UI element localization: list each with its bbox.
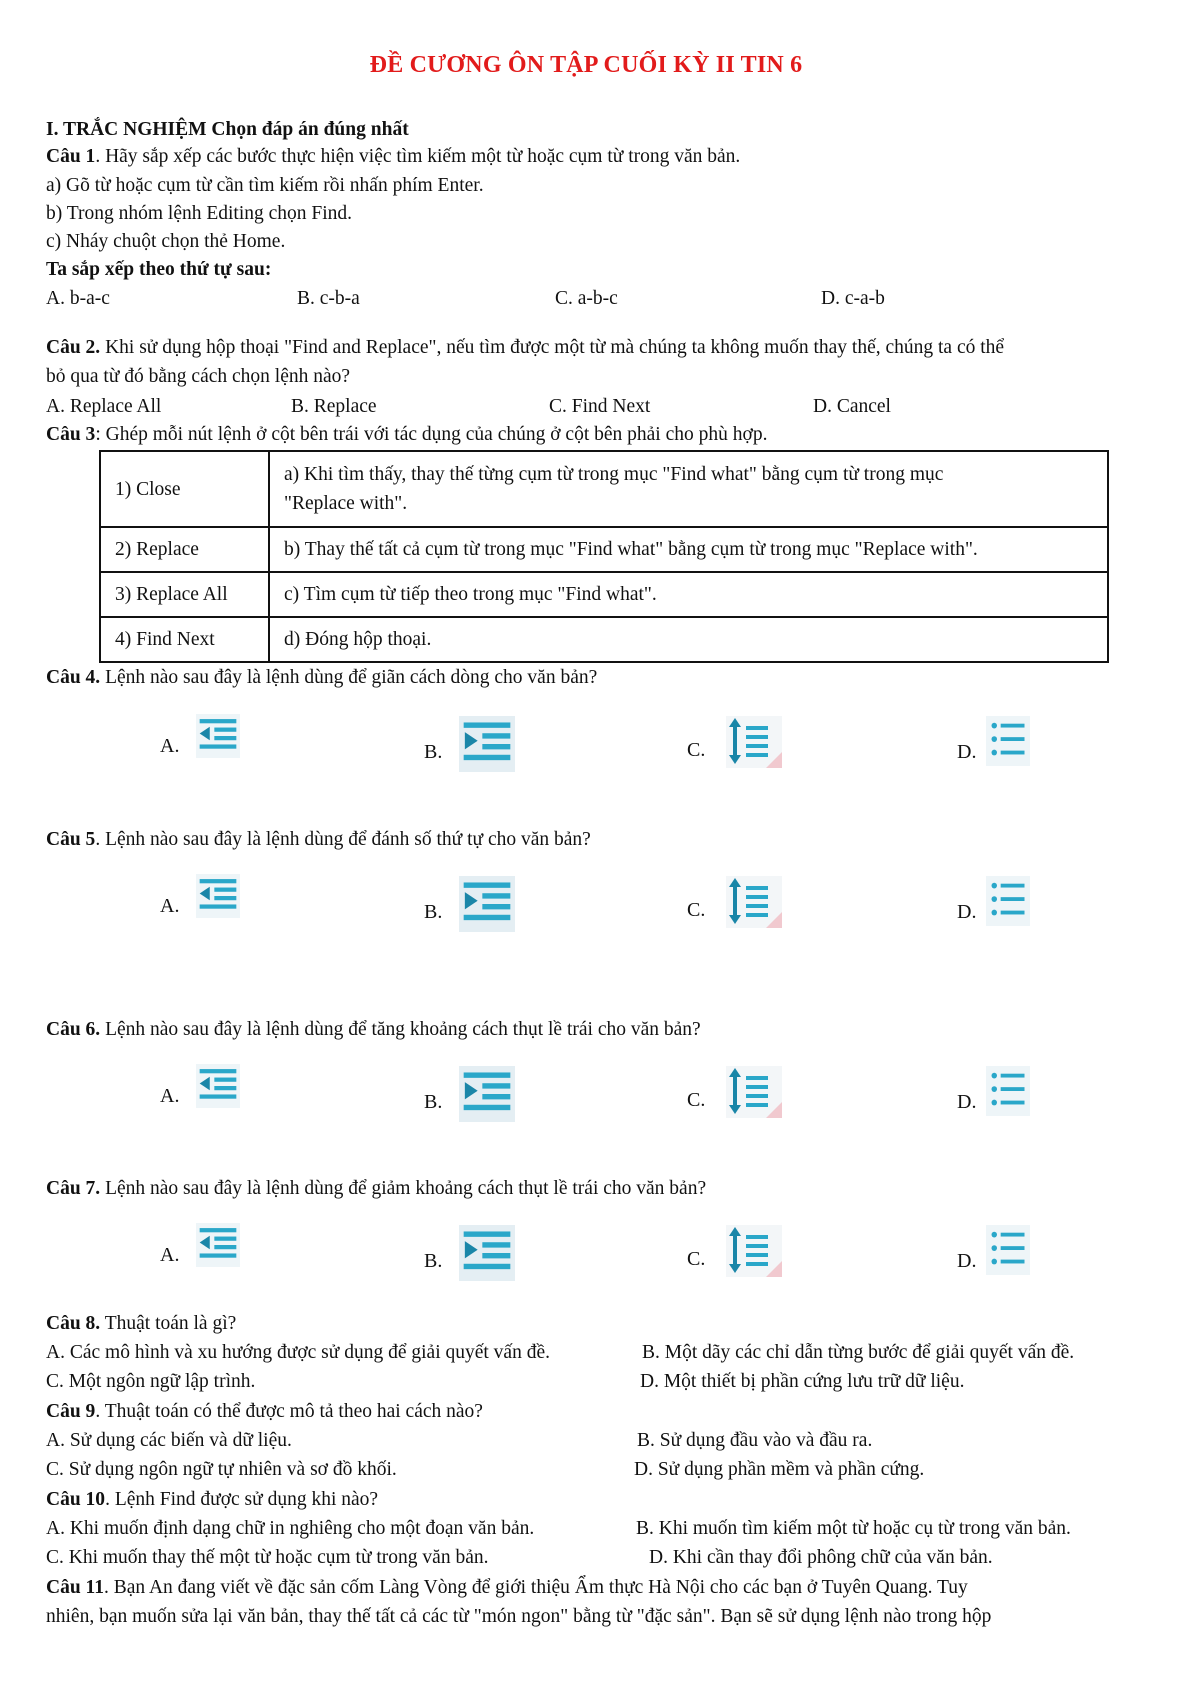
icon-option-letter: D. (957, 1250, 977, 1272)
icon-option-letter: C. (687, 1248, 706, 1270)
q2-option-d: D. Cancel (813, 396, 891, 417)
icon-option-letter: A. (160, 735, 180, 757)
question-5: Câu 5. Lệnh nào sau đây là lệnh dùng để đánh số thứ tự cho văn bản? (46, 829, 591, 850)
q1-step-b: b) Trong nhóm lệnh Editing chọn Find. (46, 203, 353, 224)
icon-option-letter: B. (424, 1250, 443, 1272)
q8-option-a: A. Các mô hình và xu hướng được sử dụng để giải quyết vấn đề. (46, 1342, 550, 1363)
q2-option-c: C. Find Next (549, 396, 651, 417)
table-cell-right: c) Tìm cụm từ tiếp theo trong mục "Find what". (269, 572, 1108, 617)
line-spacing-icon (726, 876, 782, 928)
decrease-indent-icon (196, 1064, 240, 1108)
q2-option-b: B. Replace (291, 396, 377, 417)
q10-option-c: C. Khi muốn thay thế một từ hoặc cụm từ trong văn bản. (46, 1547, 489, 1568)
question-9: Câu 9. Thuật toán có thể được mô tả theo hai cách nào? (46, 1401, 483, 1422)
table-cell-left: 4) Find Next (100, 617, 269, 662)
table-row (100, 617, 1108, 662)
icon-option-letter: C. (687, 1089, 706, 1111)
icon-option-letter: D. (957, 741, 977, 763)
question-10: Câu 10. Lệnh Find được sử dụng khi nào? (46, 1489, 379, 1510)
question-4: Câu 4. Lệnh nào sau đây là lệnh dùng để giãn cách dòng cho văn bản? (46, 667, 598, 688)
q1-option-b: B. c-b-a (297, 288, 360, 309)
icon-option-letter: B. (424, 901, 443, 923)
q1-option-c: C. a-b-c (555, 288, 618, 309)
matching-table (99, 450, 1109, 663)
q8-option-c: C. Một ngôn ngữ lập trình. (46, 1371, 256, 1392)
q9-option-d: D. Sử dụng phần mềm và phần cứng. (634, 1459, 925, 1480)
question-2: Câu 2. Khi sử dụng hộp thoại "Find and Replace", nếu tìm được một từ mà chúng ta không muốn thay thế, chúng ta có thể (46, 337, 1005, 358)
q8-option-d: D. Một thiết bị phần cứng lưu trữ dữ liệu. (640, 1371, 965, 1392)
q1-prompt: Ta sắp xếp theo thứ tự sau: (46, 259, 272, 280)
bullets-icon (986, 876, 1030, 926)
line-spacing-icon (726, 1066, 782, 1118)
table-row (100, 451, 1108, 527)
table-row (100, 527, 1108, 572)
table-cell-right: b) Thay thế tất cả cụm từ trong mục "Find what" bằng cụm từ trong mục "Replace with". (269, 527, 1108, 572)
table-cell-left: 3) Replace All (100, 572, 269, 617)
table-cell-right: d) Đóng hộp thoại. (269, 617, 1108, 662)
q9-option-a: A. Sử dụng các biến và dữ liệu. (46, 1430, 292, 1451)
bullets-icon (986, 716, 1030, 766)
icon-option-letter: A. (160, 1085, 180, 1107)
decrease-indent-icon (196, 1223, 240, 1267)
document-title: ĐỀ CƯƠNG ÔN TẬP CUỐI KỲ II TIN 6 (369, 52, 803, 78)
icon-option-letter: D. (957, 901, 977, 923)
q1-step-a: a) Gõ từ hoặc cụm từ cần tìm kiếm rồi nhấn phím Enter. (46, 175, 484, 196)
icon-option-letter: C. (687, 739, 706, 761)
increase-indent-icon (459, 1225, 515, 1281)
question-11-cont: nhiên, bạn muốn sửa lại văn bản, thay thế tất cả các từ "món ngon" bằng từ "đặc sản". Bạn sẽ sử dụng lệnh nào trong hộp (46, 1606, 992, 1627)
increase-indent-icon (459, 716, 515, 772)
question-8: Câu 8. Thuật toán là gì? (46, 1313, 237, 1334)
question-11: Câu 11. Bạn An đang viết về đặc sản cốm Làng Vòng để giới thiệu Ẩm thực Hà Nội cho các bạn ở Tuyên Quang. Tuy (46, 1577, 968, 1598)
icon-option-letter: C. (687, 899, 706, 921)
decrease-indent-icon (196, 714, 240, 758)
icon-option-letter: D. (957, 1091, 977, 1113)
icon-option-letter: A. (160, 1244, 180, 1266)
increase-indent-icon (459, 1066, 515, 1122)
q10-option-a: A. Khi muốn định dạng chữ in nghiêng cho một đoạn văn bản. (46, 1518, 535, 1539)
q9-option-c: C. Sử dụng ngôn ngữ tự nhiên và sơ đồ khối. (46, 1459, 397, 1480)
question-6: Câu 6. Lệnh nào sau đây là lệnh dùng để tăng khoảng cách thụt lề trái cho văn bản? (46, 1019, 701, 1040)
q10-option-d: D. Khi cần thay đổi phông chữ của văn bản. (649, 1547, 993, 1568)
q2-option-a: A. Replace All (46, 396, 162, 417)
q8-option-b: B. Một dãy các chỉ dẫn từng bước để giải quyết vấn đề. (642, 1342, 1075, 1363)
icon-option-letter: B. (424, 741, 443, 763)
question-1: Câu 1. Hãy sắp xếp các bước thực hiện việc tìm kiếm một từ hoặc cụm từ trong văn bản. (46, 146, 741, 167)
table-row (100, 572, 1108, 617)
icon-option-letter: A. (160, 895, 180, 917)
table-cell-right: a) Khi tìm thấy, thay thế từng cụm từ trong mục "Find what" bằng cụm từ trong mục "Replace with". (269, 451, 1108, 527)
bullets-icon (986, 1225, 1030, 1275)
q1-step-c: c) Nháy chuột chọn thẻ Home. (46, 231, 286, 252)
table-cell-left: 1) Close (100, 451, 269, 527)
line-spacing-icon (726, 1225, 782, 1277)
section-heading: I. TRẮC NGHIỆM Chọn đáp án đúng nhất (46, 119, 409, 140)
question-2-cont: bỏ qua từ đó bằng cách chọn lệnh nào? (46, 366, 351, 387)
bullets-icon (986, 1066, 1030, 1116)
q9-option-b: B. Sử dụng đầu vào và đầu ra. (637, 1430, 873, 1451)
question-3: Câu 3: Ghép mỗi nút lệnh ở cột bên trái với tác dụng của chúng ở cột bên phải cho phù hợp. (46, 424, 768, 445)
question-7: Câu 7. Lệnh nào sau đây là lệnh dùng để giảm khoảng cách thụt lề trái cho văn bản? (46, 1178, 707, 1199)
line-spacing-icon (726, 716, 782, 768)
increase-indent-icon (459, 876, 515, 932)
decrease-indent-icon (196, 874, 240, 918)
icon-option-letter: B. (424, 1091, 443, 1113)
table-cell-left: 2) Replace (100, 527, 269, 572)
q1-option-d: D. c-a-b (821, 288, 885, 309)
q10-option-b: B. Khi muốn tìm kiếm một từ hoặc cụ từ trong văn bản. (636, 1518, 1071, 1539)
q1-option-a: A. b-a-c (46, 288, 110, 309)
